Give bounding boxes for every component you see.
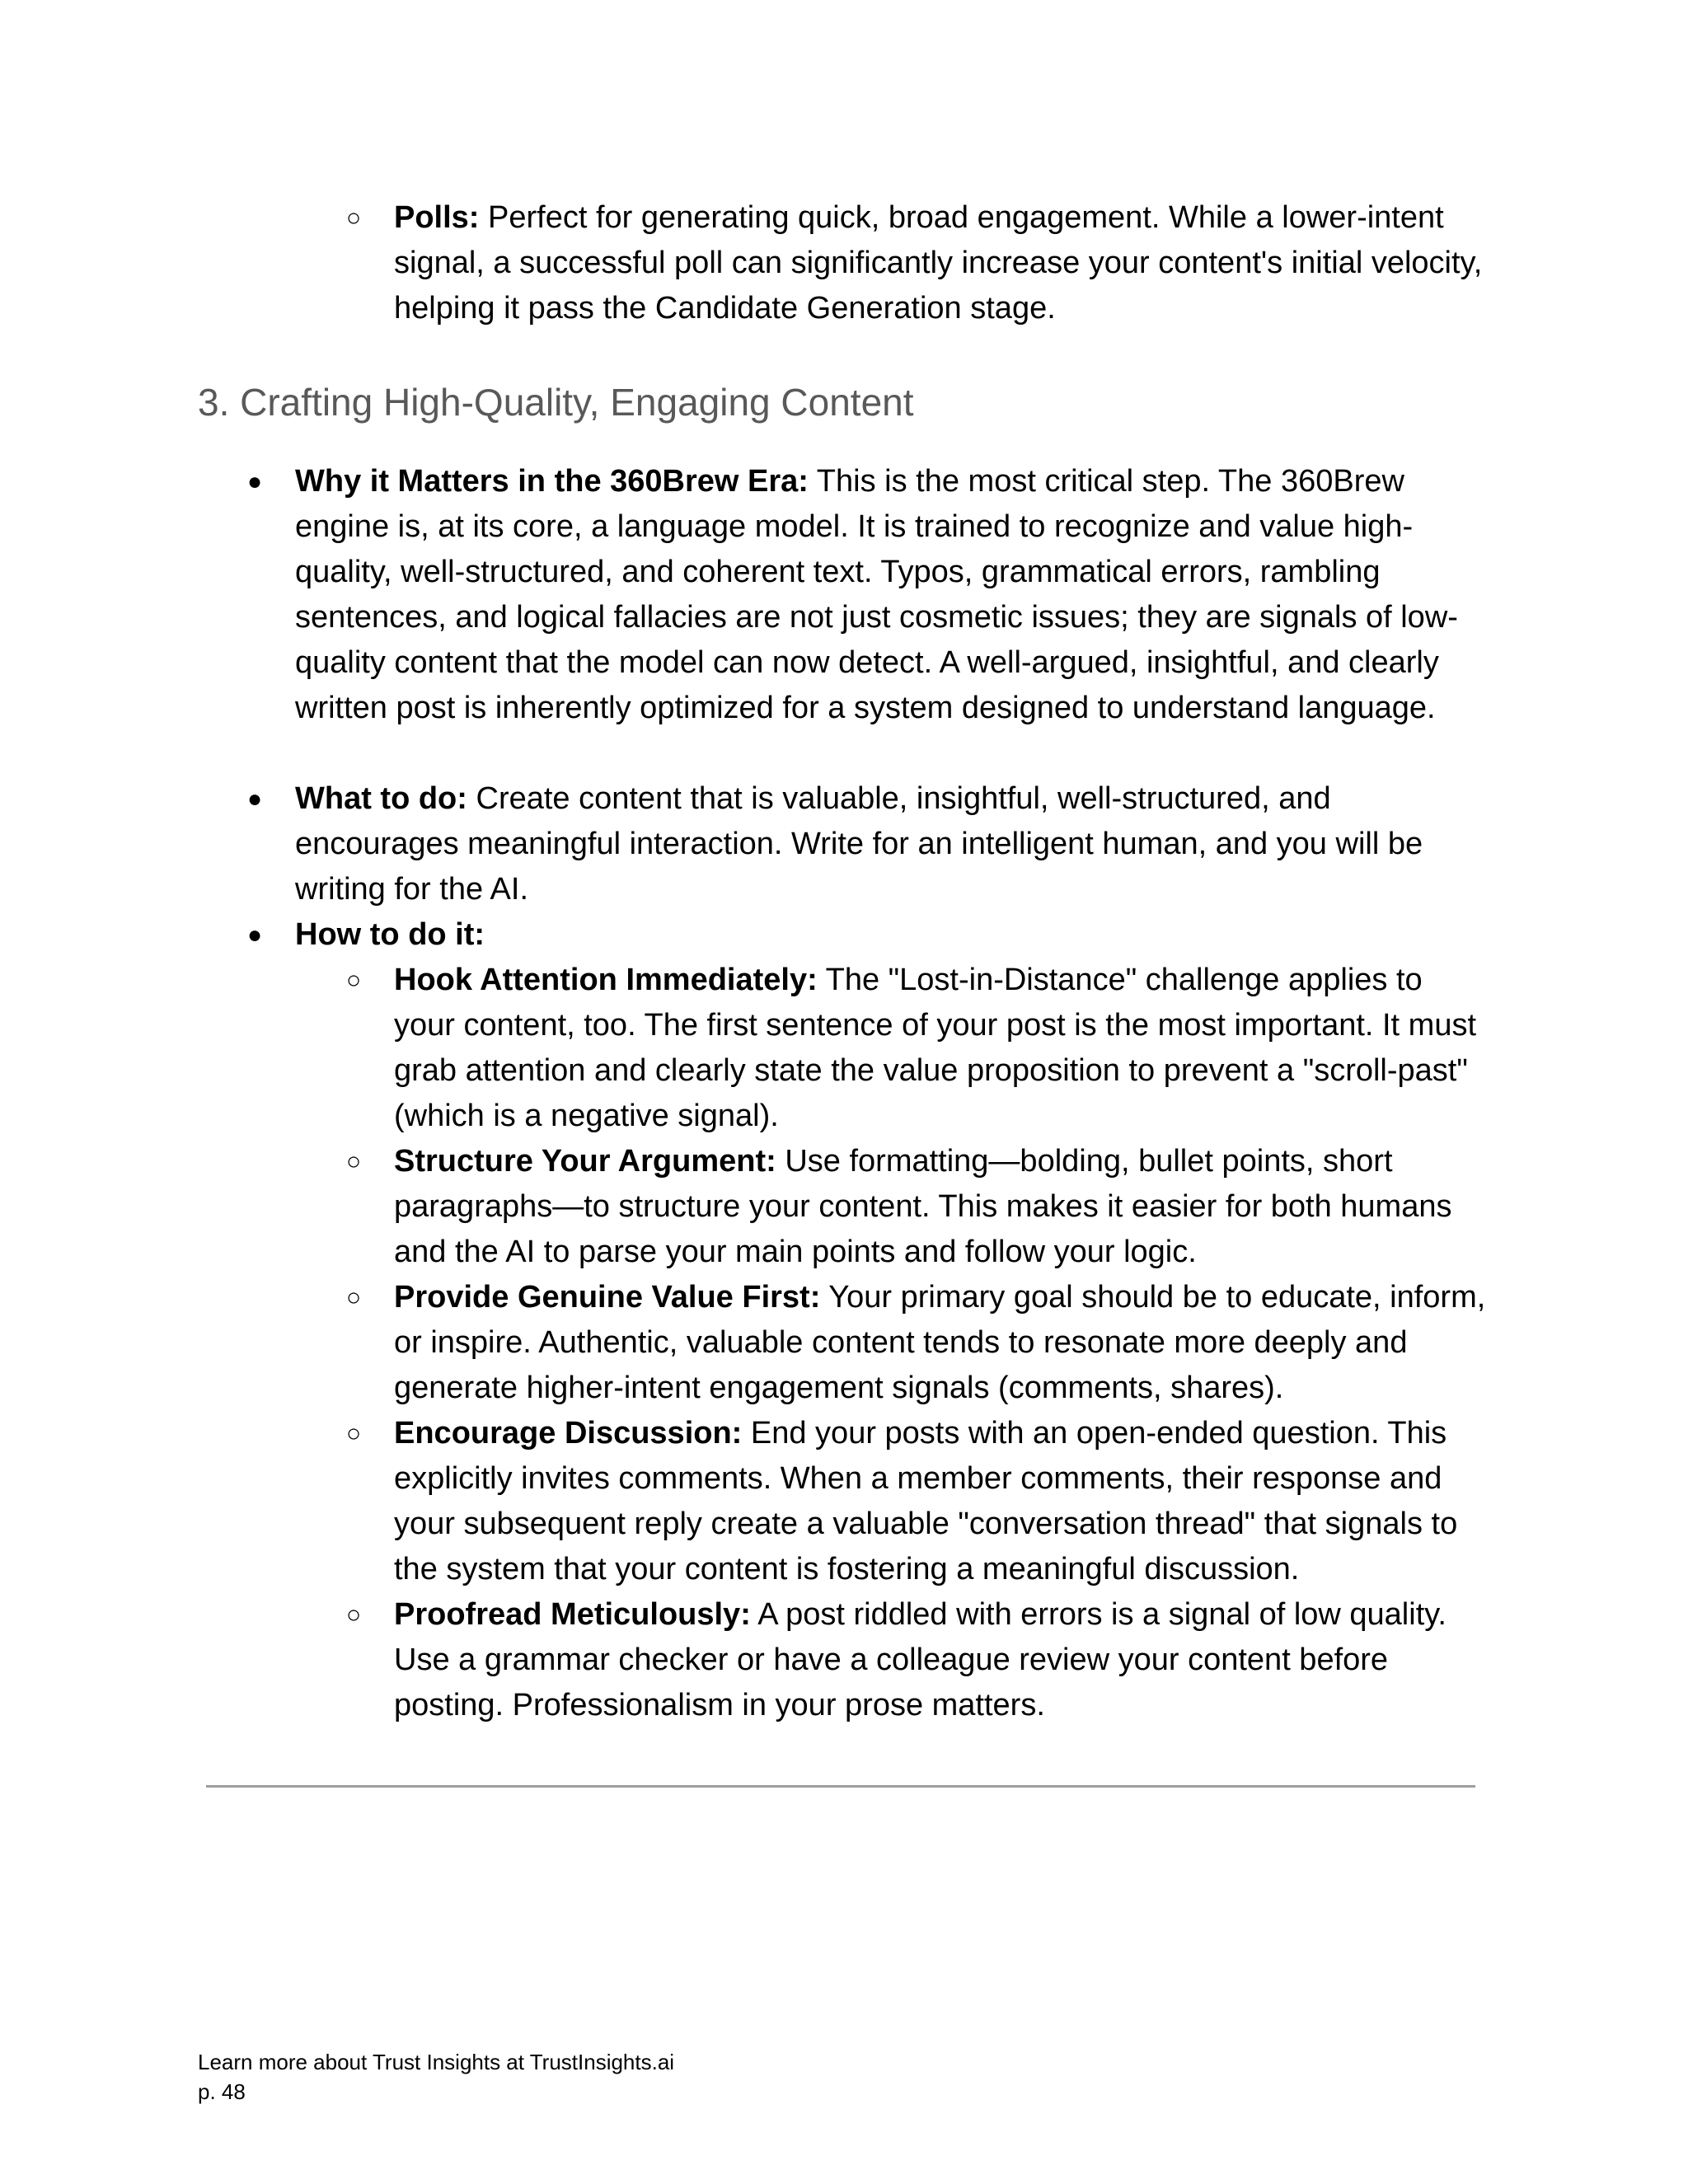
subitem-title: Encourage Discussion: xyxy=(394,1416,743,1451)
subitem-text: End your posts with an open-ended question. This explicitly invites comments. When a member comments, their response and your subsequent reply create a valuable "conversation thread" that signals to the system that your content is fostering a meaningful discussion. xyxy=(394,1416,1458,1586)
subitem-text: Your primary goal should be to educate, inform, or inspire. Authentic, valuable content tends to resonate more deeply and generate higher-intent engagement signals (comments, shares). xyxy=(394,1280,1486,1405)
filled-bullet-icon: ● xyxy=(247,921,263,949)
why-text: This is the most critical step. The 360Brew engine is, at its core, a language model. It is trained to recognize and value high-quality, well-structured, and coherent text. Typos, grammatical errors, rambling sentences, and logical fallacies are not just cosmetic issues; they are signals of low-quality content that the model can now detect. A well-argued, insightful, and clearly written post is inherently optimized for a system designed to understand language. xyxy=(295,464,1458,725)
polls-title: Polls: xyxy=(394,200,480,235)
section-heading: 3. Crafting High-Quality, Engaging Content xyxy=(198,381,914,424)
page-number: p. 48 xyxy=(198,2079,246,2104)
subitem-title: Provide Genuine Value First: xyxy=(394,1280,821,1315)
subitem-title: Hook Attention Immediately: xyxy=(394,963,818,997)
horizontal-divider xyxy=(206,1785,1475,1788)
subitem-text: The "Lost-in-Distance" challenge applies to your content, too. The first sentence of your post is the most important. It must grab attention and clearly state the value proposition to prevent a "scroll-past" (which is a negative signal). xyxy=(394,963,1477,1133)
hollow-bullet-icon: ○ xyxy=(346,967,362,994)
subitem-title: Proofread Meticulously: xyxy=(394,1597,751,1632)
how-to-do-it-item xyxy=(247,912,1465,958)
polls-item xyxy=(346,195,1490,331)
hollow-bullet-icon: ○ xyxy=(346,1284,362,1311)
list-item xyxy=(346,1592,1490,1728)
what-text: Create content that is valuable, insightful, well-structured, and encourages meaningful interaction. Write for an intelligent human, and you will be writing for the AI. xyxy=(295,781,1423,907)
hollow-bullet-icon: ○ xyxy=(346,1420,362,1447)
footer-note: Learn more about Trust Insights at TrustInsights.ai xyxy=(198,2050,675,2074)
list-item xyxy=(346,1139,1490,1275)
subitem-text: A post riddled with errors is a signal of low quality. Use a grammar checker or have a colleague review your content before posting. Professionalism in your prose matters. xyxy=(394,1597,1447,1722)
subitem-text: Use formatting—bolding, bullet points, short paragraphs—to structure your content. This makes it easier for both humans and the AI to parse your main points and follow your logic. xyxy=(394,1144,1452,1269)
what-to-do-item xyxy=(247,776,1465,912)
hollow-bullet-icon: ○ xyxy=(346,204,362,232)
hollow-bullet-icon: ○ xyxy=(346,1601,362,1629)
why-title: Why it Matters in the 360Brew Era: xyxy=(295,464,809,499)
why-it-matters-item xyxy=(247,459,1465,731)
filled-bullet-icon: ● xyxy=(247,468,263,495)
list-item xyxy=(346,958,1490,1139)
what-title: What to do: xyxy=(295,781,467,816)
subitem-title: Structure Your Argument: xyxy=(394,1144,776,1179)
list-item xyxy=(346,1411,1490,1592)
how-title: How to do it: xyxy=(295,917,485,952)
polls-text: Perfect for generating quick, broad engagement. While a lower-intent signal, a successful poll can significantly increase your content's initial velocity, helping it pass the Candidate Generation stage. xyxy=(394,200,1483,326)
filled-bullet-icon: ● xyxy=(247,785,263,813)
list-item xyxy=(346,1275,1490,1411)
hollow-bullet-icon: ○ xyxy=(346,1148,362,1175)
